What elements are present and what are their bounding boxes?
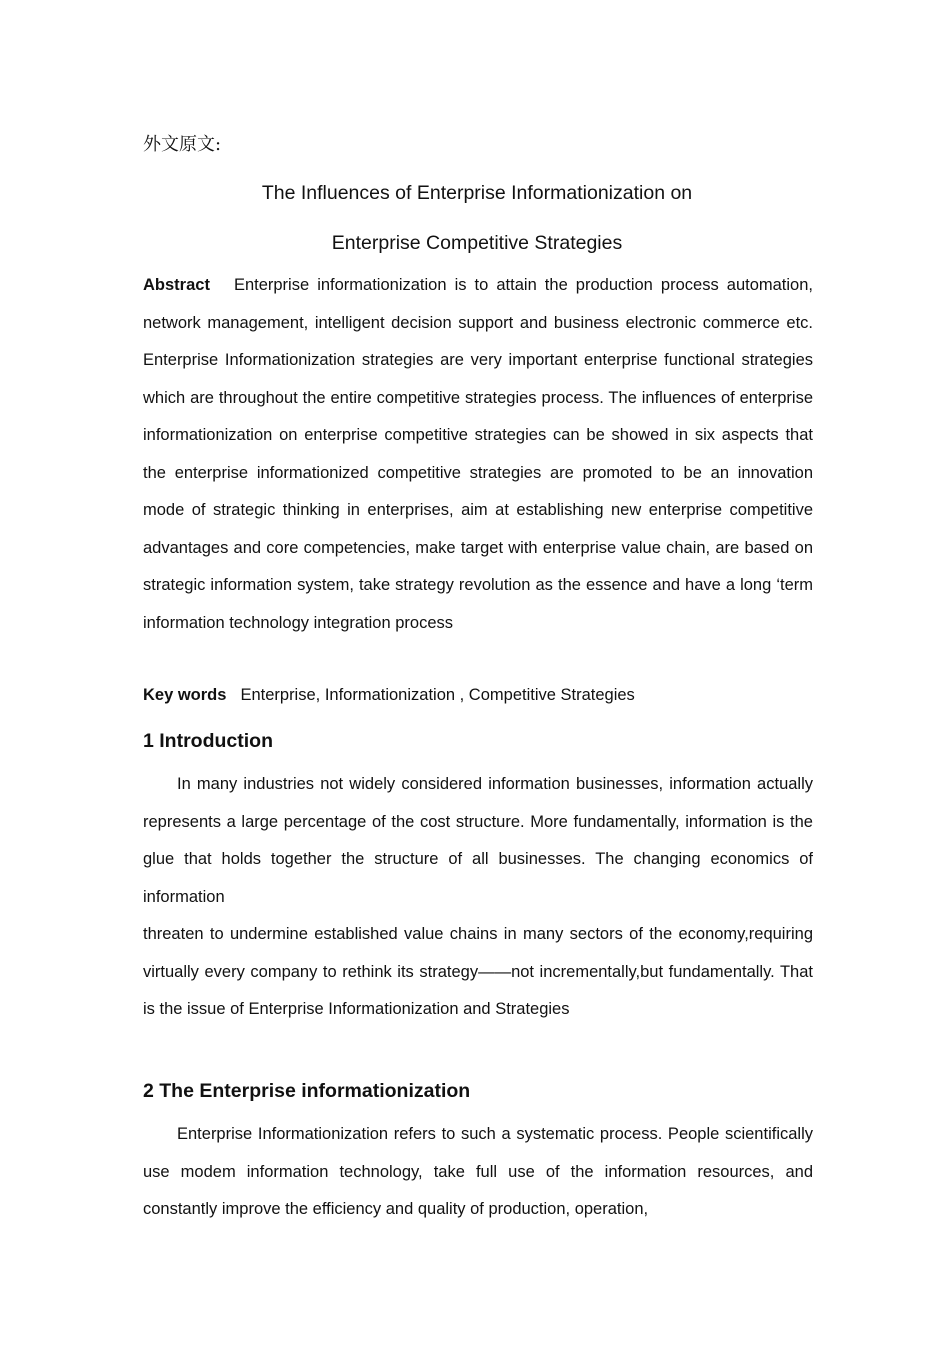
section-heading-introduction: 1 Introduction	[143, 730, 273, 752]
introduction-paragraph-2: threaten to undermine established value chains in many sectors of the economy,requiring virtually every company to rethink its strategy——not incrementally,but fundamentally. That is the issue of Enterprise Informationization and Strategies	[143, 925, 813, 1018]
paper-title-line-1: The Influences of Enterprise Informationization on	[261, 182, 693, 204]
abstract-text: Enterprise informationization is to attain the production process automation, network management, intelligent decision support and business electronic commerce etc. Enterprise Informationization strategies are very important enterprise functional strategies which are throughout the entire competitive strategies process. The influences of enterprise informationization on enterprise competitive strategies can be showed in six aspects that the enterprise informationized competitive strategies are promoted to be an innovation mode of strategic thinking in enterprises, aim at establishing new enterprise competitive advantages and core competencies, make target with enterprise value chain, are based on strategic information system, take strategy revolution as the essence and have a long ‘term information technology integration process	[143, 276, 813, 632]
keywords-line	[143, 686, 635, 705]
original-text-label: 外文原文:	[143, 134, 222, 155]
abstract-paragraph	[143, 267, 813, 642]
introduction-paragraph-1: In many industries not widely considered information businesses, information actually represents a large percentage of the cost structure. More fundamentally, information is the glue that holds together the structure of all businesses. The changing economics of information	[143, 775, 813, 906]
keywords-label: Key words	[143, 686, 227, 704]
keywords-text: Enterprise, Informationization , Competitive Strategies	[240, 686, 635, 704]
section2-paragraph-1: Enterprise Informationization refers to such a systematic process. People scientifically use modem information technology, take full use of the information resources, and constantly improve the efficiency and quality of production, operation,	[143, 1125, 813, 1218]
paper-title-line-2: Enterprise Competitive Strategies	[331, 232, 623, 254]
section-heading-enterprise-informationization: 2 The Enterprise informationization	[143, 1080, 471, 1102]
abstract-label: Abstract	[143, 276, 210, 294]
